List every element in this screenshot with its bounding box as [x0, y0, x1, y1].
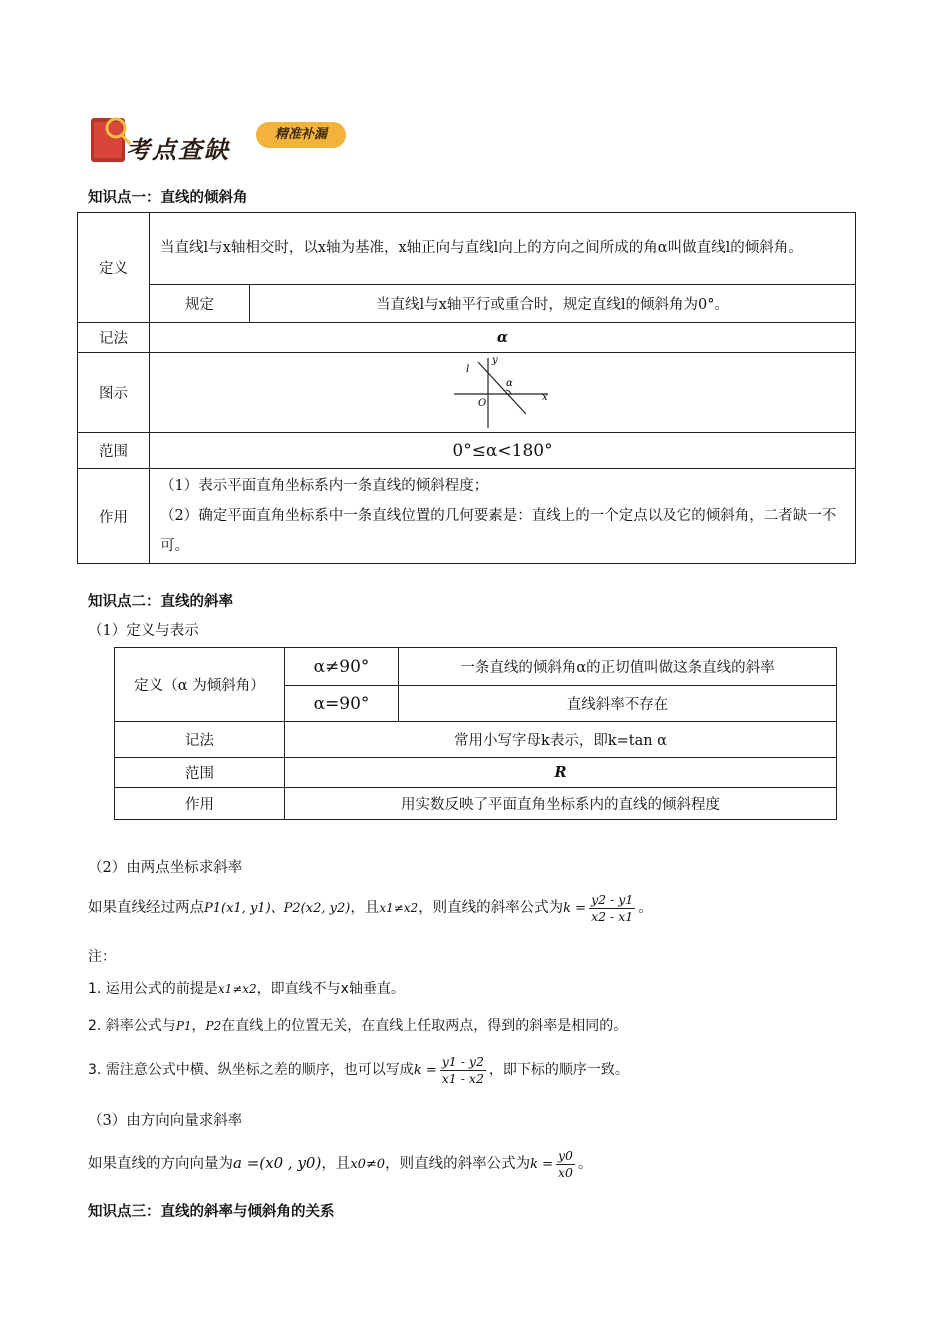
section-banner: [88, 112, 358, 170]
dir-numerator: y0: [558, 1147, 574, 1163]
direction-vector-line: [88, 1141, 593, 1187]
use-item-1: （1）表示平面直角坐标系内一条直线的倾斜程度；: [160, 478, 489, 494]
figure-label: 图示: [78, 353, 150, 433]
slope-notation-value: 常用小写字母k表示，即k=tan α: [285, 722, 837, 758]
note-2-text: 2. 斜率公式与: [88, 1018, 176, 1034]
rule-label: 规定: [150, 285, 250, 323]
two-point-and: ，且: [350, 900, 380, 916]
fig-y-label: y: [492, 355, 498, 366]
two-point-formula-line: [88, 886, 653, 931]
notation-label: 记法: [78, 323, 150, 353]
k-symbol: k =: [563, 901, 587, 916]
subsection-definition: （1）定义与表示: [88, 623, 199, 639]
slope-fraction: [589, 892, 635, 925]
slope-denominator: x2 - x1: [591, 908, 634, 924]
cond-eq-90: α=90°: [285, 686, 399, 722]
note-2: [88, 1015, 627, 1035]
note-2-separator: ，: [191, 1018, 206, 1034]
note-title: 注：: [88, 949, 116, 965]
note-1-tail: ，即直线不与x轴垂直。: [256, 981, 405, 997]
slope-table: [114, 647, 837, 820]
dir-condition: x0≠0: [350, 1157, 386, 1172]
slope-numerator: y2 - y1: [591, 891, 634, 907]
two-point-end: 。: [638, 900, 653, 916]
subsection-two-points: （2）由两点坐标求斜率: [88, 860, 243, 876]
section-2-heading: 知识点二：直线的斜率: [88, 594, 233, 610]
fig-origin-label: O: [478, 398, 487, 409]
note-1-condition: x1≠x2: [217, 982, 257, 996]
def-text: 当直线l与x轴相交时，以x轴为基准，x轴正向与直线l向上的方向之间所成的角α叫做直线l的倾斜角。: [150, 213, 856, 285]
slope-not-exist: 直线斜率不存在: [399, 686, 837, 722]
banner-tag: 精准补漏: [256, 122, 346, 148]
note-3-numerator: y1 - y2: [441, 1053, 484, 1069]
inclination-table: [77, 212, 856, 564]
dir-denominator: x0: [558, 1164, 574, 1180]
point-p2: P2(x2, y2): [283, 901, 351, 916]
dir-intro: 如果直线的方向向量为: [88, 1156, 233, 1172]
dir-fraction: [556, 1148, 575, 1181]
note-3: [88, 1048, 629, 1093]
subsection-direction-vector: （3）由方向向量求斜率: [88, 1113, 243, 1129]
two-point-intro: 如果直线经过两点: [88, 900, 204, 916]
slope-def-label: 定义（α 为倾斜角）: [115, 648, 285, 722]
dir-end: 。: [578, 1156, 593, 1172]
fig-alpha-label: α: [506, 378, 513, 389]
slope-def-text: 一条直线的倾斜角α的正切值叫做这条直线的斜率: [399, 648, 837, 686]
figure-cell: [150, 353, 856, 433]
note-1-text: 1. 运用公式的前提是: [88, 981, 218, 997]
use-label: 作用: [78, 469, 150, 564]
note-3-k: k =: [413, 1063, 437, 1078]
fig-l-label: l: [466, 364, 470, 375]
notation-value: α: [150, 323, 856, 353]
note-1: [88, 978, 405, 998]
banner-title: 考点查缺: [126, 135, 230, 164]
slope-use-value: 用实数反映了平面直角坐标系内的直线的倾斜程度: [285, 788, 837, 820]
slope-notation-label: 记法: [115, 722, 285, 758]
note-3-denominator: x1 - x2: [441, 1070, 484, 1086]
range-value: 0°≤α<180°: [150, 433, 856, 469]
cond-not-90: α≠90°: [285, 648, 399, 686]
note-3-text: 3. 需注意公式中横、纵坐标之差的顺序，也可以写成: [88, 1062, 414, 1078]
dir-k: k =: [530, 1157, 553, 1172]
def-label: 定义: [78, 213, 150, 323]
two-point-then: ，则直线的斜率公式为: [418, 900, 564, 916]
use-cell: [150, 469, 856, 564]
fig-x-label: x: [542, 392, 548, 403]
note-2-p1: P1: [175, 1019, 192, 1033]
rule-text: 当直线l与x轴平行或重合时，规定直线l的倾斜角为0°。: [250, 285, 856, 323]
note-3-fraction: [440, 1054, 486, 1087]
dir-vector: a =(x0 , y0): [233, 1154, 322, 1172]
slope-range-label: 范围: [115, 758, 285, 788]
note-3-tail: ，即下标的顺序一致。: [488, 1062, 629, 1078]
point-p1: P1(x1, y1)、: [204, 901, 284, 916]
note-2-p2: P2: [205, 1019, 222, 1033]
inclination-diagram: [450, 354, 554, 430]
section-1-heading: 知识点一：直线的倾斜角: [88, 190, 248, 206]
range-label: 范围: [78, 433, 150, 469]
slope-range-value: R: [285, 758, 837, 788]
note-2-tail: 在直线上的位置无关，在直线上任取两点，得到的斜率是相同的。: [221, 1018, 628, 1034]
dir-and: ，且: [321, 1156, 351, 1172]
dir-then: ，则直线的斜率公式为: [385, 1156, 531, 1172]
two-point-condition: x1≠x2: [379, 901, 419, 915]
section-3-heading: 知识点三：直线的斜率与倾斜角的关系: [88, 1204, 335, 1220]
use-item-2: （2）确定平面直角坐标系中一条直线位置的几何要素是：直线上的一个定点以及它的倾斜角，二者缺一不可。: [160, 508, 837, 554]
slope-use-label: 作用: [115, 788, 285, 820]
